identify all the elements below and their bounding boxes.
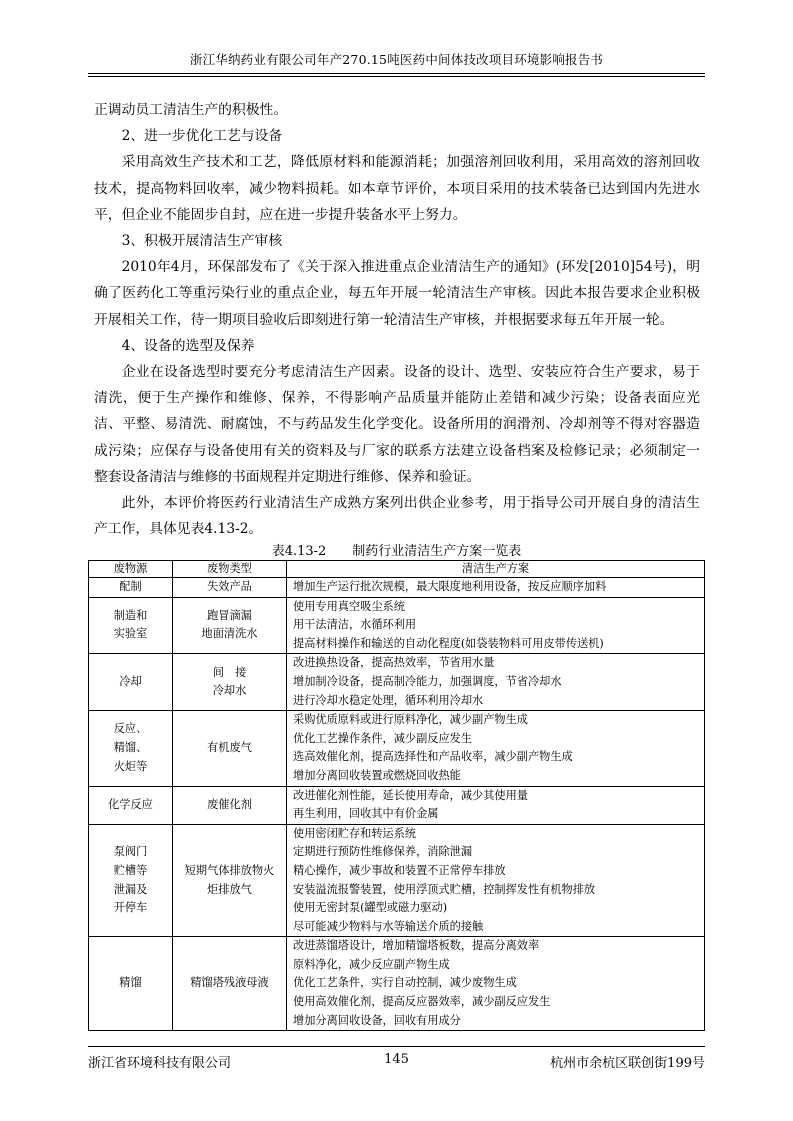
footer-page-number: 145 — [384, 1052, 409, 1067]
body-paragraph: 4、设备的选型及保养 — [121, 337, 255, 354]
cell-measures — [287, 711, 705, 786]
page-footer — [88, 1046, 705, 1072]
cell-measures — [287, 786, 705, 824]
waste-type-line: 精馏塔残液母液 — [190, 976, 269, 990]
cell-waste-source — [89, 597, 173, 654]
measure-item: 安装溢流报警装置，使用浮顶式贮槽，控制挥发性有机物排放 — [293, 882, 596, 896]
page-header — [88, 50, 705, 74]
waste-source-line: 精馏 — [119, 976, 142, 990]
cell-waste-source — [89, 578, 173, 598]
waste-type-line: 间 接 — [212, 665, 247, 679]
measure-item: 定期进行预防性维修保养，消除泄漏 — [293, 845, 473, 859]
measure-item: 采购优质原料或进行原料净化，减少副产物生成 — [293, 713, 528, 727]
measure-item: 增加分离回收设备，回收有用成分 — [293, 1013, 461, 1027]
waste-type-line: 跑冒滴漏 — [207, 608, 252, 622]
column-header-measures: 清洁生产方案 — [287, 561, 705, 578]
footer-address: 杭州市余杭区联创街199号 — [550, 1056, 705, 1071]
measure-item: 再生利用，回收其中有价金属 — [293, 807, 439, 821]
table-row — [89, 711, 705, 786]
table-row — [89, 937, 705, 1031]
measure-item: 改进换热设备，提高热效率，节省用水量 — [293, 656, 495, 670]
table-row — [89, 597, 705, 654]
body-paragraph: 正调动员工清洁生产的积极性。 — [94, 102, 288, 118]
body-paragraph: 采用高效生产技术和工艺，降低原材料和能源消耗；加强溶剂回收利用，采用高效的溶剂回收技术，提高物料回收率，减少物料损耗。如本章节评价，本项目采用的技术装备已达到国内先进水平，但企业不能固步自封，应在进一步提升装备水平上努力。 — [94, 154, 700, 223]
cell-measures — [287, 654, 705, 711]
body-paragraph: 企业在设备选型时要充分考虑清洁生产因素。设备的设计、选型、安装应符合生产要求，易于清洗，便于生产操作和维修、保养，不得影响产品质量并能防止差错和减少污染；设备表面应光洁、平整、易清洗、耐腐蚀，不与药品发生化学变化。设备所用的润滑剂、冷却剂等不得对容器造成污染；应保存与设备使用有关的资料及与厂家的联系方法建立设备档案及检修记录；必须制定一整套设备清洁与维修的书面规程并定期进行维修、保养和验证。 — [94, 364, 700, 485]
cell-measures — [287, 824, 705, 937]
table-caption — [88, 540, 705, 559]
measure-item: 使用高效催化剂，提高反应器效率，减少副反应发生 — [293, 995, 551, 1009]
cell-waste-type — [173, 786, 287, 824]
column-header-source: 废物源 — [89, 561, 173, 578]
cell-waste-type — [173, 937, 287, 1031]
measure-item: 优化工艺操作条件，减少副反应发生 — [293, 731, 473, 745]
measure-item: 进行冷却水稳定处理，循环利用冷却水 — [293, 693, 484, 707]
measure-item: 尽可能减少物料与水等输送介质的接触 — [293, 919, 484, 933]
column-header-type: 废物类型 — [173, 561, 287, 578]
table-header-row — [89, 561, 705, 578]
waste-source-line: 实验室 — [113, 627, 148, 641]
waste-source-line: 精馏、 — [113, 741, 148, 755]
measure-item: 增加生产运行批次规模，最大限度地利用设备，按反应顺序加料 — [293, 580, 607, 593]
waste-source-line: 泄漏及 — [113, 882, 148, 896]
table-caption-title: 制药行业清洁生产方案一览表 — [352, 544, 522, 559]
measure-item: 增加制冷设备，提高制冷能力，加强调度，节省冷却水 — [293, 674, 562, 688]
measure-item: 提高材料操作和输送的自动化程度(如袋装物料可用皮带传送机) — [293, 636, 604, 650]
clean-production-table — [88, 560, 705, 1031]
waste-source-line: 泵阀门 — [113, 845, 148, 859]
waste-source-line: 制造和 — [113, 608, 148, 622]
header-title: 浙江华纳药业有限公司年产270.15吨医药中间体技改项目环境影响报告书 — [189, 52, 604, 67]
table-caption-number: 表4.13-2 — [271, 544, 327, 559]
measure-item: 用干法清洁，水循环利用 — [293, 618, 417, 632]
cell-waste-source — [89, 824, 173, 937]
waste-type-line: 炬排放气 — [207, 882, 252, 896]
cell-waste-source — [89, 654, 173, 711]
waste-type-line: 有机废气 — [207, 741, 252, 755]
measure-item: 增加分离回收装置或燃烧回收热能 — [293, 768, 461, 782]
cell-measures — [287, 937, 705, 1031]
cell-waste-type — [173, 711, 287, 786]
measure-item: 选高效催化剂，提高选择性和产品收率，减少副产物生成 — [293, 750, 573, 764]
table-row — [89, 578, 705, 598]
waste-source-line: 反应、 — [113, 722, 148, 736]
cell-waste-type — [173, 597, 287, 654]
body-text — [94, 97, 700, 542]
cell-waste-type — [173, 578, 287, 598]
waste-source-line: 冷却 — [119, 674, 142, 688]
cell-waste-type — [173, 824, 287, 937]
waste-source-line: 火炬等 — [113, 759, 148, 773]
measure-item: 优化工艺条件，实行自动控制，减少废物生成 — [293, 976, 517, 990]
measure-item: 精心操作，减少事故和装置不正常停车排放 — [293, 863, 506, 877]
cell-waste-source — [89, 937, 173, 1031]
footer-company: 浙江省环境科技有限公司 — [88, 1056, 232, 1071]
cell-waste-source — [89, 711, 173, 786]
table-row — [89, 786, 705, 824]
cell-measures — [287, 597, 705, 654]
table-body — [89, 578, 705, 1031]
measure-item: 使用无密封泵(罐型或磁力驱动) — [293, 901, 448, 915]
cell-waste-type — [173, 654, 287, 711]
waste-source-line: 开停车 — [113, 901, 148, 915]
waste-type-line: 冷却水 — [212, 684, 247, 698]
waste-source-line: 贮槽等 — [113, 863, 148, 877]
cell-measures — [287, 578, 705, 598]
waste-source-line: 配制 — [119, 580, 142, 593]
cell-waste-source — [89, 786, 173, 824]
measure-item: 改进蒸馏塔设计，增加精馏塔板数，提高分离效率 — [293, 939, 540, 953]
waste-source-line: 化学反应 — [108, 797, 153, 811]
measure-item: 使用密闭贮存和转运系统 — [293, 826, 417, 840]
table-row — [89, 654, 705, 711]
measure-item: 使用专用真空吸尘系统 — [293, 599, 405, 613]
waste-type-line: 废催化剂 — [207, 797, 252, 811]
body-paragraph: 2、进一步优化工艺与设备 — [121, 128, 283, 145]
waste-type-line: 地面清洗水 — [201, 627, 258, 641]
measure-item: 改进催化剂性能，延长使用寿命，减少其使用量 — [293, 788, 528, 802]
table-row — [89, 824, 705, 937]
waste-type-line: 失效产品 — [207, 580, 252, 593]
body-paragraph: 2010年4月，环保部发布了《关于深入推进重点企业清洁生产的通知》(环发[2010]54号)，明确了医药化工等重污染行业的重点企业，每五年开展一轮清洁生产审核。因此本报告要求企业积极开展相关工作，待一期项目验收后即刻进行第一轮清洁生产审核，并根据要求每五年开展一轮。 — [94, 259, 700, 328]
waste-type-line: 短期气体排放物火 — [184, 863, 275, 877]
measure-item: 原料净化，减少反应副产物生成 — [293, 957, 450, 971]
body-paragraph: 3、积极开展清洁生产审核 — [121, 233, 283, 250]
body-paragraph: 此外，本评价将医药行业清洁生产成熟方案列出供企业参考，用于指导公司开展自身的清洁生产工作，具体见表4.13-2。 — [94, 495, 700, 538]
